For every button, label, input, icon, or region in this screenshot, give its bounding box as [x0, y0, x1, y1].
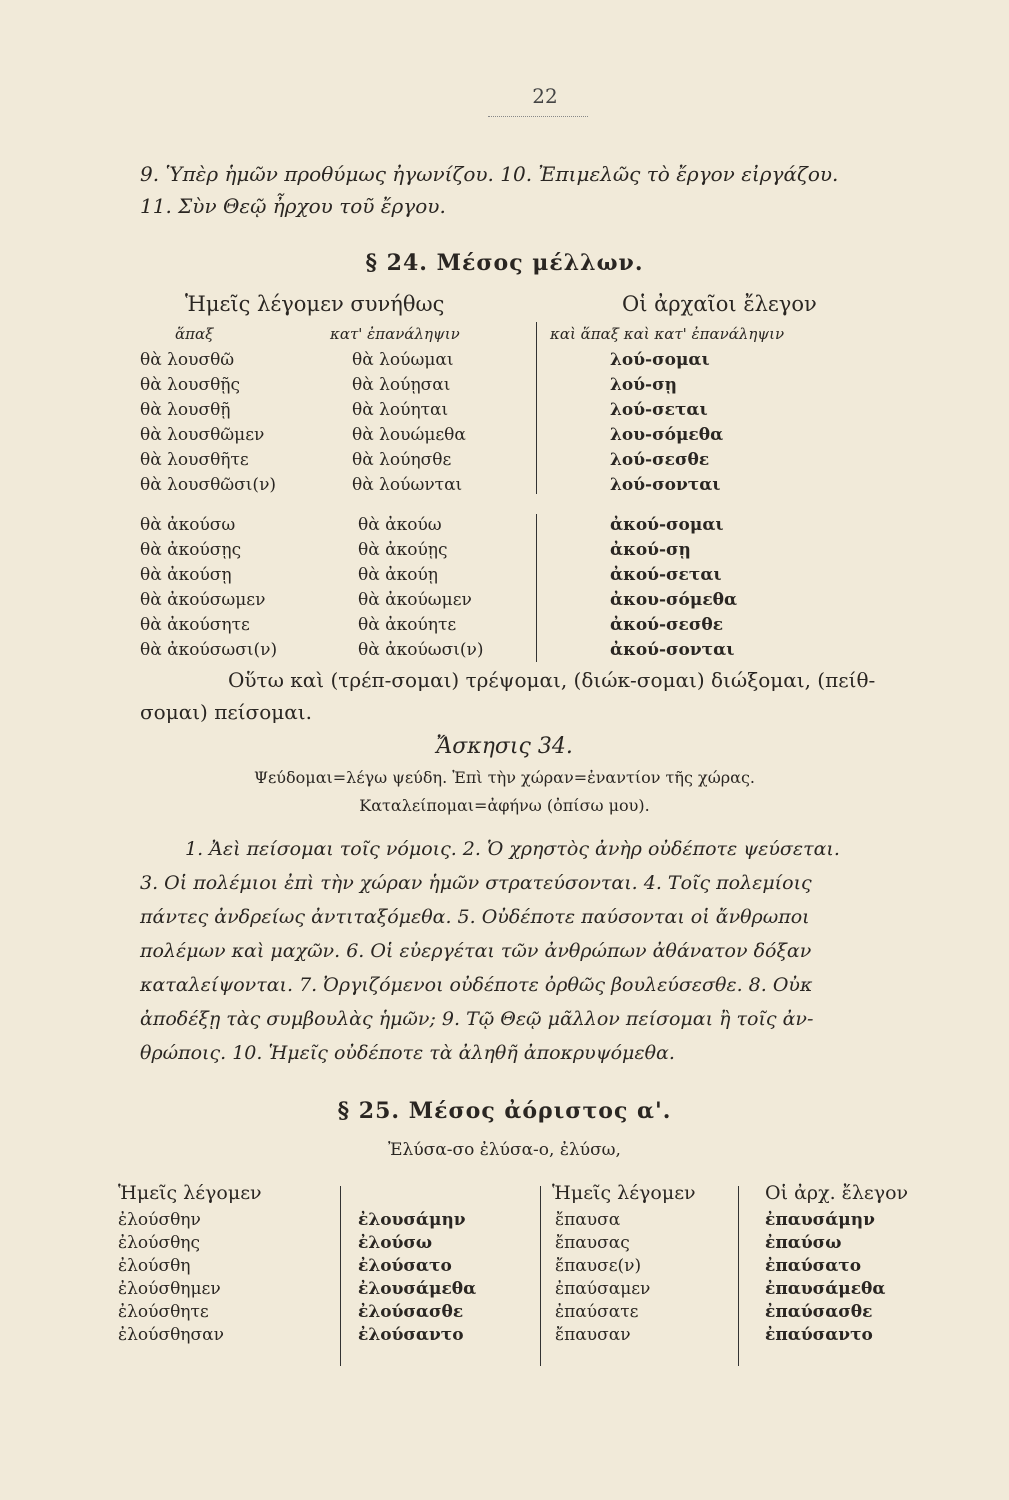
sec25-col4-row: ἐπαυσάμεθα: [765, 1279, 886, 1299]
sec24-g1-c2-row: θὰ λούησθε: [352, 450, 452, 470]
sec25-col4-row: ἐπαύσαντο: [765, 1325, 873, 1345]
sec24-g1-c2-row: θὰ λούῃσαι: [352, 375, 451, 395]
exercise-34-line: καταλείψονται. 7. Ὀργιζόμενοι οὐδέποτε ὀρθῶς βουλεύσεσθε. 8. Οὐκ: [140, 974, 813, 996]
sec25-col2-row: ἐλουσάμην: [358, 1210, 466, 1230]
sec24-g2-c1-row: θὰ ἀκούσω: [140, 515, 236, 535]
sec24-g1-c2-row: θὰ λούηται: [352, 400, 449, 420]
sec24-g2-c1-row: θὰ ἀκούσωσι(ν): [140, 640, 278, 660]
sec24-g2-c2-row: θὰ ἀκούωμεν: [358, 590, 472, 610]
exercise-34-line: θρώποις. 10. Ἡμεῖς οὐδέποτε τὰ ἀληθῆ ἀποκρυψόμεθα.: [140, 1042, 675, 1064]
sec25-col3-row: ἔπαυσα: [555, 1210, 621, 1230]
sec25-col4-row: ἐπαύσατο: [765, 1256, 862, 1276]
sec25-forms-line: Ἐλύσα-σο ἐλύσα-ο, ἐλύσω,: [388, 1140, 621, 1160]
sec24-g1-c1-row: θὰ λουσθῆτε: [140, 450, 249, 470]
exercise-34-line: 3. Οἱ πολέμιοι ἐπὶ τὴν χώραν ἡμῶν στρατεύσονται. 4. Τοῖς πολεμίοις: [140, 872, 812, 894]
exercise-34-line: πάντες ἀνδρείως ἀντιταξόμεθα. 5. Οὐδέποτε παύσονται οἱ ἄνθρωποι: [140, 906, 810, 928]
sec24-g1-c3-row: λού-σεται: [610, 400, 708, 420]
top-sentence-line-2: 11. Σὺν Θεῷ ἦρχου τοῦ ἔργου.: [140, 194, 446, 218]
exercise-34-line: πολέμων καὶ μαχῶν. 6. Οἱ εὐεργέται τῶν ἀνθρώπων ἀθάνατον δόξαν: [140, 940, 812, 962]
exercise-34-line: ἀποδέξῃ τὰς συμβουλὰς ἡμῶν; 9. Τῷ Θεῷ μᾶλλον πείσομαι ἢ τοῖς ἀν-: [140, 1008, 814, 1030]
sec24-g1-c2-row: θὰ λούωνται: [352, 475, 463, 495]
sec24-left-sub-repeat: κατ' ἐπανάληψιν: [330, 325, 460, 343]
sec25-col2-row: ἐλούσατο: [358, 1256, 452, 1276]
sec25-col3-row: ἔπαυσας: [555, 1233, 630, 1253]
sec24-left-header: Ἡμεῖς λέγομεν συνήθως: [185, 292, 445, 316]
sec25-col3-row: ἐπαύσατε: [555, 1302, 639, 1322]
sec24-g1-c3-row: λού-σονται: [610, 475, 721, 495]
exercise-34-line: 1. Ἀεὶ πείσομαι τοῖς νόμοις. 2. Ὁ χρηστὸς ἀνὴρ οὐδέποτε ψεύσεται.: [185, 838, 840, 860]
sec25-col4-header: Οἱ ἀρχ. ἔλεγον: [765, 1182, 909, 1204]
sec24-g2-c3-row: ἀκου-σόμεθα: [610, 590, 738, 610]
sec24-right-sub: καὶ ἅπαξ καὶ κατ' ἐπανάληψιν: [550, 325, 785, 343]
sec25-col4-row: ἐπαυσάμην: [765, 1210, 875, 1230]
sec25-col3-row: ἔπαυσαν: [555, 1325, 631, 1345]
sec24-g2-c1-row: θὰ ἀκούσωμεν: [140, 590, 266, 610]
page-number: 22: [532, 84, 558, 108]
sec24-left-sub-once: ἅπαξ: [175, 325, 214, 343]
sec24-g1-c1-row: θὰ λουσθῶσι(ν): [140, 475, 277, 495]
sec25-col2-row: ἐλούσασθε: [358, 1302, 464, 1322]
section-25-title: § 25. Μέσος ἀόριστος α'.: [337, 1098, 672, 1124]
sec25-col2-row: ἐλουσάμεθα: [358, 1279, 477, 1299]
sec25-col3-row: ἔπαυσε(ν): [555, 1256, 642, 1276]
sec24-g2-c3-row: ἀκού-σομαι: [610, 515, 724, 535]
sec25-col1-header: Ἡμεῖς λέγομεν: [118, 1182, 262, 1204]
top-sentence-line-1: 9. Ὑπὲρ ἡμῶν προθύμως ἠγωνίζου. 10. Ἐπιμελῶς τὸ ἔργον εἰργάζου.: [140, 162, 839, 186]
sec25-col3-header: Ἡμεῖς λέγομεν: [552, 1182, 696, 1204]
sec24-g2-c3-row: ἀκού-σῃ: [610, 540, 691, 560]
sec24-g2-c3-row: ἀκού-σονται: [610, 640, 735, 660]
exercise-34-vocab-2: Καταλείπομαι=ἀφήνω (ὀπίσω μου).: [359, 796, 650, 815]
sec24-divider-2: [536, 514, 537, 662]
sec24-g2-c3-row: ἀκού-σεται: [610, 565, 722, 585]
sec24-g2-c1-row: θὰ ἀκούσητε: [140, 615, 250, 635]
sec24-g2-c2-row: θὰ ἀκούω: [358, 515, 442, 535]
sec25-col1-row: ἐλούσθησαν: [118, 1325, 224, 1345]
sec24-g2-c2-row: θὰ ἀκούῃς: [358, 540, 448, 560]
sec25-divider-1: [340, 1186, 341, 1366]
sec24-right-header: Οἱ ἀρχαῖοι ἔλεγον: [622, 292, 817, 316]
sec25-col1-row: ἐλούσθημεν: [118, 1279, 221, 1299]
section-24-title: § 24. Μέσος μέλλων.: [365, 250, 644, 276]
sec24-g2-c2-row: θὰ ἀκούητε: [358, 615, 457, 635]
sec25-col1-row: ἐλούσθης: [118, 1233, 201, 1253]
so-also-line-2: σομαι) πείσομαι.: [140, 700, 312, 724]
sec24-g1-c3-row: λού-σομαι: [610, 350, 710, 370]
so-also-line-1: Οὕτω καὶ (τρέπ-σομαι) τρέψομαι, (διώκ-σομαι) διώξομαι, (πείθ-: [228, 668, 876, 692]
sec24-g2-c2-row: θὰ ἀκούωσι(ν): [358, 640, 484, 660]
sec25-divider-3: [738, 1186, 739, 1366]
exercise-34-vocab-1: Ψεύδομαι=λέγω ψεύδη. Ἐπὶ τὴν χώραν=ἐναντίον τῆς χώρας.: [253, 768, 756, 787]
page-number-rule: [488, 116, 588, 117]
sec25-divider-2: [540, 1186, 541, 1366]
sec25-col3-row: ἐπαύσαμεν: [555, 1279, 651, 1299]
sec25-col2-row: ἐλούσαντο: [358, 1325, 464, 1345]
sec24-g1-c1-row: θὰ λουσθῇς: [140, 375, 241, 395]
sec24-g2-c3-row: ἀκού-σεσθε: [610, 615, 724, 635]
sec24-g1-c3-row: λού-σεσθε: [610, 450, 710, 470]
sec25-col1-row: ἐλούσθη: [118, 1256, 191, 1276]
sec25-col4-row: ἐπαύσασθε: [765, 1302, 873, 1322]
sec25-col1-row: ἐλούσθην: [118, 1210, 201, 1230]
sec24-divider-1: [536, 322, 537, 494]
sec24-g1-c2-row: θὰ λούωμαι: [352, 350, 454, 370]
sec24-g1-c1-row: θὰ λουσθῶμεν: [140, 425, 265, 445]
sec24-g1-c1-row: θὰ λουσθῇ: [140, 400, 231, 420]
exercise-34-title: Ἄσκησις 34.: [436, 734, 573, 759]
sec24-g2-c1-row: θὰ ἀκούσῃς: [140, 540, 242, 560]
sec24-g2-c2-row: θὰ ἀκούῃ: [358, 565, 438, 585]
sec25-col1-row: ἐλούσθητε: [118, 1302, 209, 1322]
sec24-g1-c2-row: θὰ λουώμεθα: [352, 425, 466, 445]
sec24-g1-c3-row: λου-σόμεθα: [610, 425, 724, 445]
sec25-col4-row: ἐπαύσω: [765, 1233, 842, 1253]
sec25-col2-row: ἐλούσω: [358, 1233, 433, 1253]
sec24-g1-c1-row: θὰ λουσθῶ: [140, 350, 235, 370]
sec24-g2-c1-row: θὰ ἀκούσῃ: [140, 565, 232, 585]
sec24-g1-c3-row: λού-σῃ: [610, 375, 678, 395]
